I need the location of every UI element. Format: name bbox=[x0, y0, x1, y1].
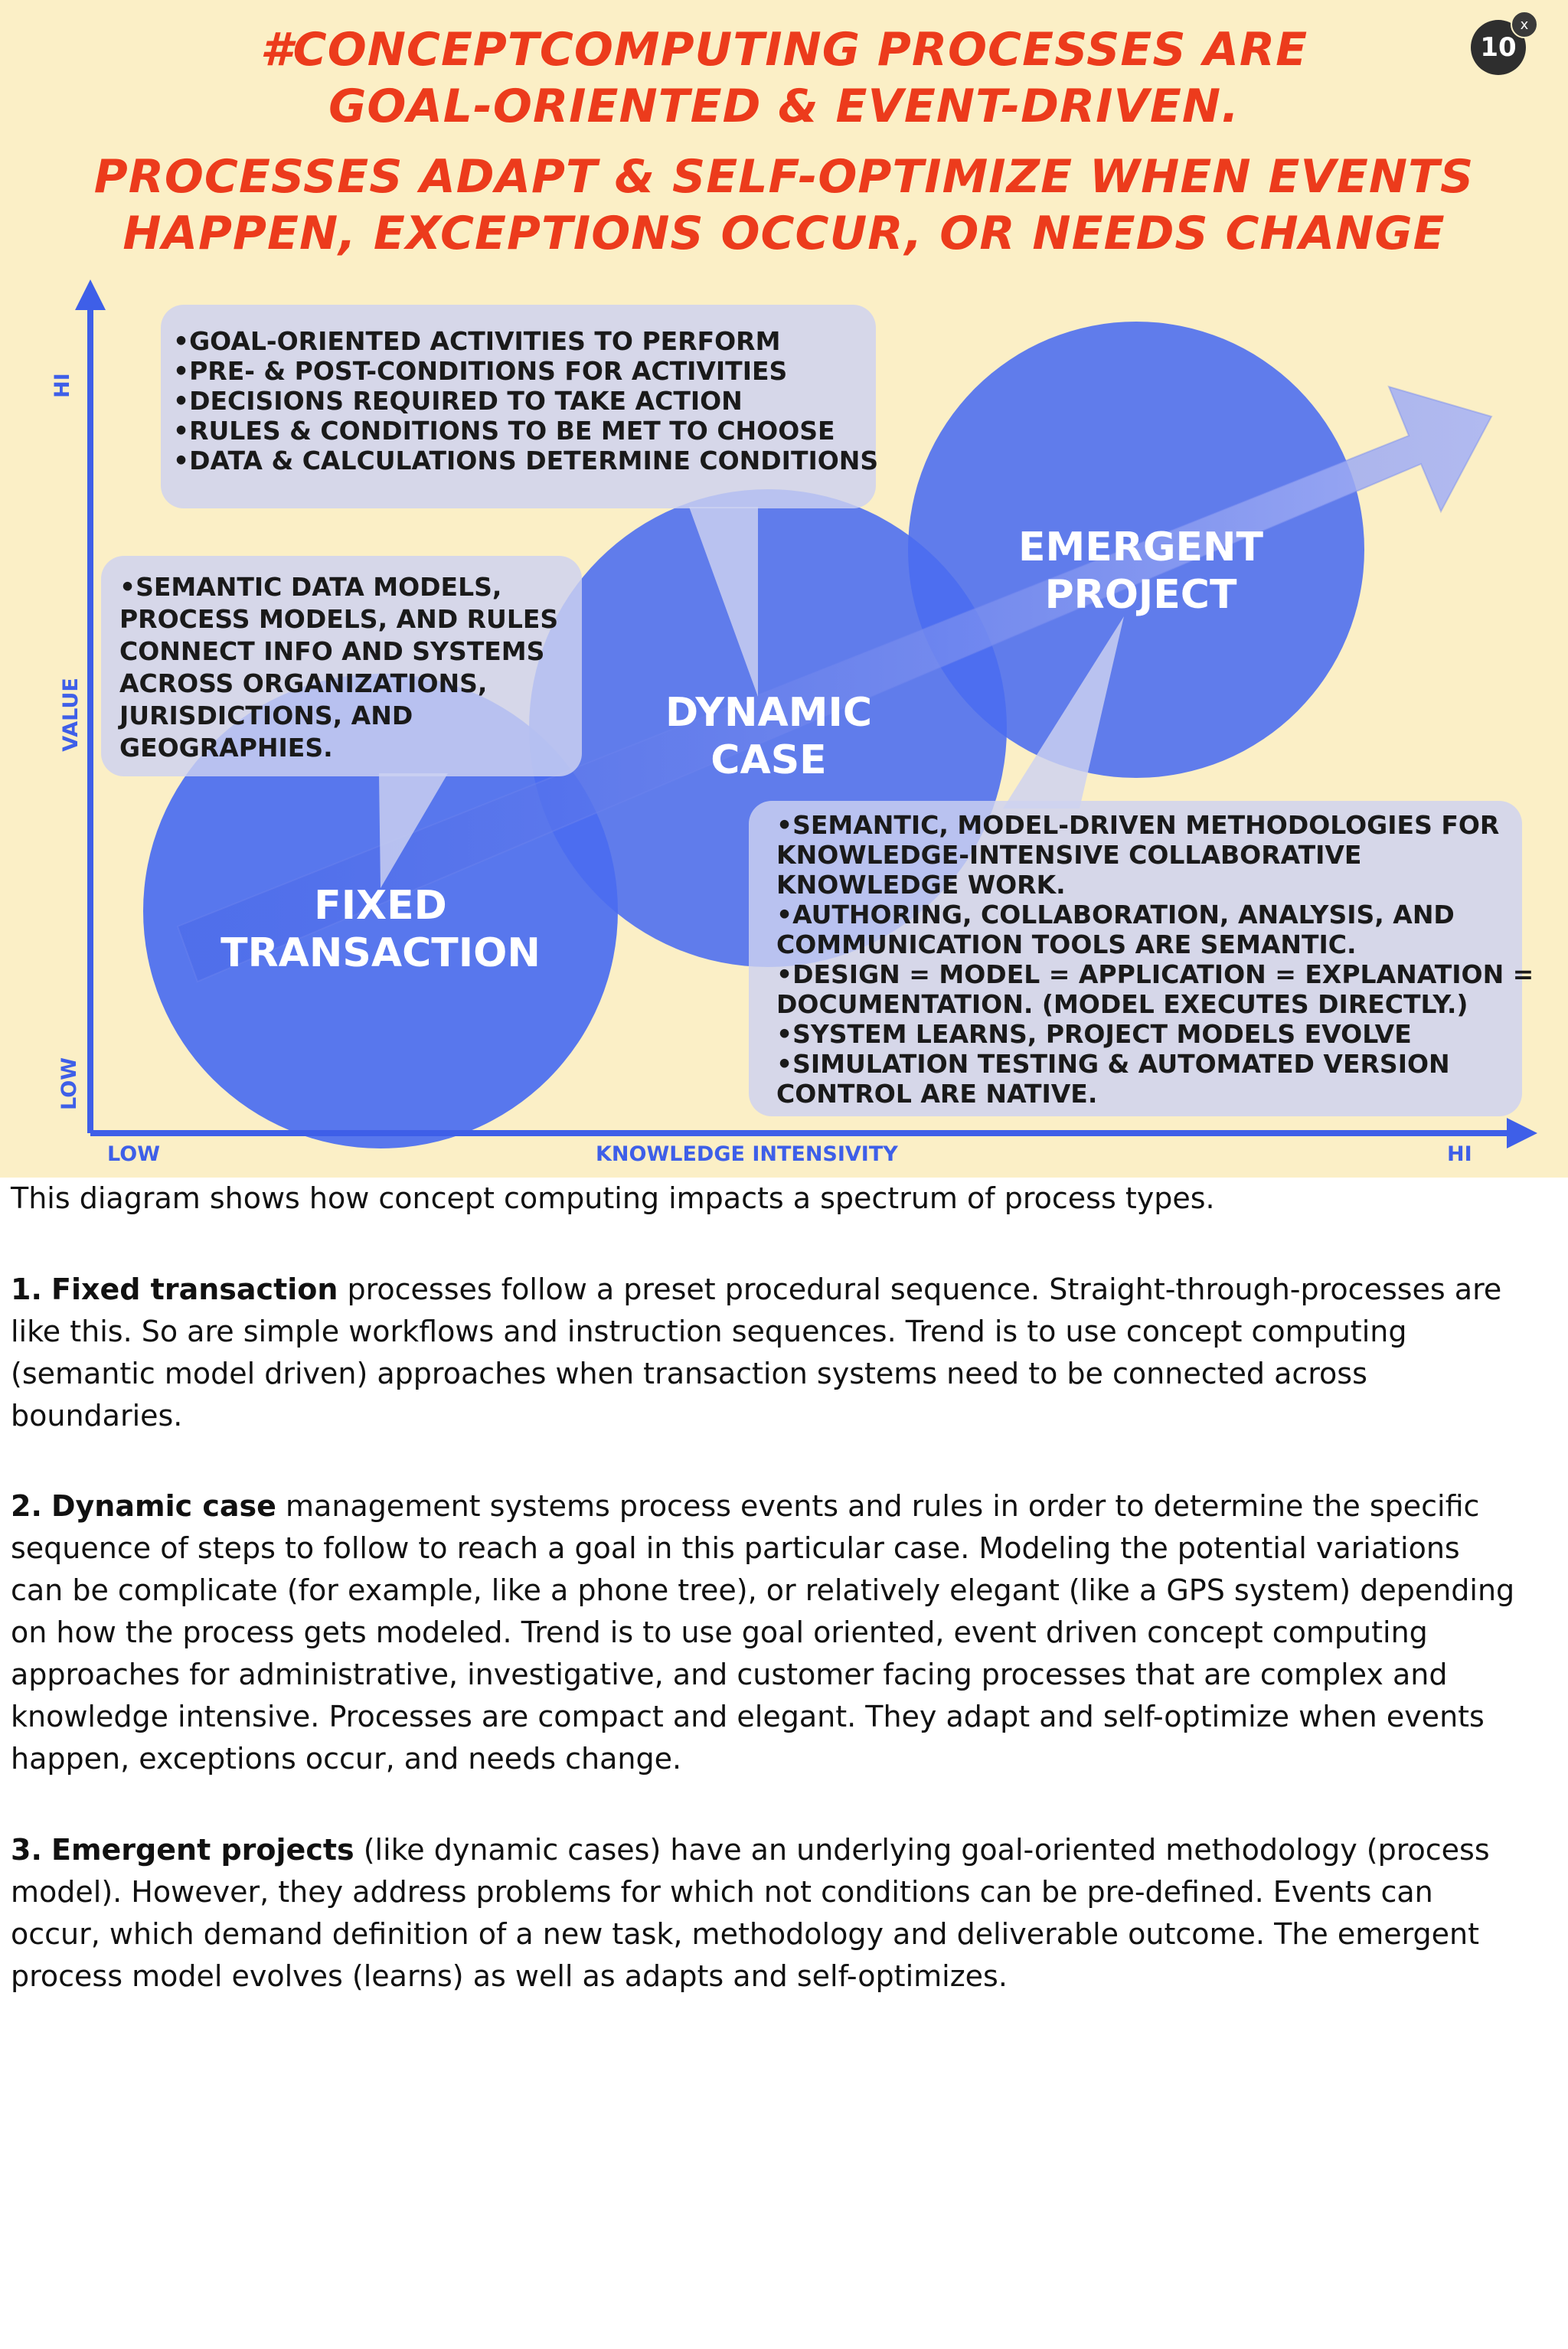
paragraph-3-number: 3. bbox=[11, 1833, 42, 1867]
right-bubble-text: •SEMANTIC, MODEL-DRIVEN METHODOLOGIES FOR KNOWLEDGE-INTENSIVE COLLABORATIVE KNOWLEDGE WORK. •AUTHORING, COLLABORATION, ANALYSIS, AND COMMUNICATION TOOLS ARE SEMANTIC. •DESIGN = MODEL = APPLICATION = EXPLANATION = DOCUMENTATION. (MODEL EXECUTES DIRECTLY.) •SYSTEM LEARNS, PROJECT MODELS EVOLVE •SIMULATION TESTING & AUTOMATED VERSION CONTROL ARE NATIVE. bbox=[776, 810, 1534, 1109]
emergent-project-label: EMERGENT PROJECT bbox=[1018, 524, 1264, 618]
paragraph-1-heading: Fixed transaction bbox=[51, 1273, 338, 1306]
paragraph-2-number: 2. bbox=[11, 1489, 42, 1523]
paragraph-2-heading: Dynamic case bbox=[51, 1489, 276, 1523]
close-icon[interactable]: x bbox=[1511, 11, 1538, 38]
x-axis-hi-label: HI bbox=[1447, 1142, 1472, 1166]
fixed-transaction-paragraph: 1. Fixed transaction processes follow a preset procedural sequence. Straight-through-processes are like this. So are simple workflows and instruction sequences. Trend is to use concept computing (semantic model driven) approaches when transaction systems need to be connected across boundaries. bbox=[11, 1273, 1502, 1433]
x-axis-low-label: LOW bbox=[107, 1142, 160, 1166]
y-axis-low-label: LOW bbox=[57, 1057, 81, 1110]
y-axis-label: VALUE bbox=[58, 678, 83, 752]
y-axis-hi-label: HI bbox=[50, 373, 74, 398]
top-bubble-text: •GOAL-ORIENTED ACTIVITIES TO PERFORM •PRE- & POST-CONDITIONS FOR ACTIVITIES •DECISIONS REQUIRED TO TAKE ACTION •RULES & CONDITIONS TO BE MET TO CHOOSE •DATA & CALCULATIONS DETERMINE CONDITIONS bbox=[173, 326, 879, 475]
left-bubble-text: •SEMANTIC DATA MODELS, PROCESS MODELS, AND RULES CONNECT INFO AND SYSTEMS ACROSS ORGANIZATIONS, JURISDICTIONS, AND GEOGRAPHIES. bbox=[119, 572, 559, 763]
emergent-project-paragraph: 3. Emergent projects (like dynamic cases) have an underlying goal-oriented methodology (process model). However, they address problems for which not conditions can be pre-defined. Events can occur, which demand definition of a new task, methodology and deliverable outcome. The emergent process model evolves (learns) as well as adapts and self-optimizes. bbox=[11, 1833, 1490, 1993]
title-line-2: GOAL-ORIENTED & EVENT-DRIVEN. bbox=[328, 80, 1240, 133]
dynamic-case-label: DYNAMIC CASE bbox=[665, 690, 873, 783]
x-axis-label: KNOWLEDGE INTENSIVITY bbox=[596, 1142, 898, 1166]
title-line-1: #CONCEPTCOMPUTING PROCESSES ARE bbox=[260, 23, 1308, 77]
paragraph-3-heading: Emergent projects bbox=[51, 1833, 354, 1867]
title-line-3: PROCESSES ADAPT & SELF-OPTIMIZE WHEN EVENTS bbox=[93, 150, 1475, 204]
title-line-4: HAPPEN, EXCEPTIONS OCCUR, OR NEEDS CHANGE bbox=[122, 207, 1446, 260]
dynamic-case-paragraph: 2. Dynamic case management systems process events and rules in order to determine the specific sequence of steps to follow to reach a goal in this particular case. Modeling the potential variations can be complicate (for example, like a phone tree), or relatively elegant (like a GPS system) depending on how the process gets modeled. Trend is to use goal oriented, event driven concept computing approaches for administrative, investigative, and customer facing processes that are complex and knowledge intensive. Processes are compact and elegant. They adapt and self-optimize when events happen, exceptions occur, and needs change. bbox=[11, 1489, 1515, 1776]
intro-paragraph: This diagram shows how concept computing impacts a spectrum of process types. bbox=[11, 1181, 1215, 1215]
paragraph-1-number: 1. bbox=[11, 1273, 42, 1306]
badge-icon: 10 bbox=[1471, 20, 1526, 75]
fixed-transaction-label: FIXED TRANSACTION bbox=[220, 883, 541, 976]
